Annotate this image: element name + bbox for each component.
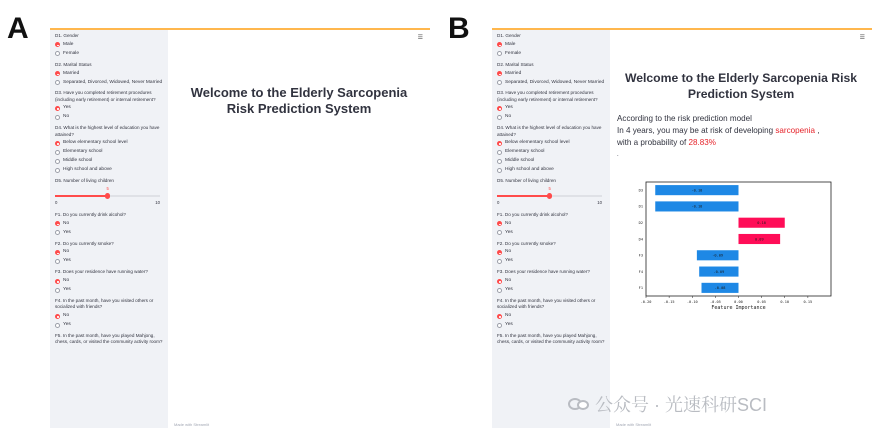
question-label: D1. Gender [497,33,521,38]
feature-importance-chart [626,178,846,318]
radio-option[interactable] [55,105,164,111]
radio-option[interactable] [497,80,606,86]
bar-label-F4: -0.09 [713,269,725,274]
question-label: F2. Do you currently smoke? [55,240,114,246]
question-label: F5. In the past month, have you played Mahjong, chess, cards, or visited the community activity room? [497,332,605,345]
radio-option-label: Middle school [505,158,535,164]
radio-button-icon[interactable] [497,288,502,293]
radio-option[interactable] [55,230,164,236]
main-area-a [168,30,430,428]
slider-fill [497,195,550,197]
radio-option[interactable] [497,287,606,293]
radio-option-label: No [63,313,70,319]
slider-fill [55,195,108,197]
radio-option[interactable] [55,80,164,86]
wechat-icon [568,396,590,413]
children-slider[interactable] [55,185,164,207]
radio-button-icon[interactable] [497,230,502,235]
result-prefix: In 4 years, you may be at risk of developing [617,126,776,135]
probability-prefix: with a probability of [617,138,689,147]
question-label: D1. Gender [55,33,79,38]
radio-option[interactable] [55,149,164,155]
slider-max: 10 [155,200,160,206]
slider-thumb[interactable] [105,193,111,199]
bar-label-D1: -0.18 [691,204,703,209]
radio-option-label: Elementary school [505,149,545,155]
question-label: D3. Have you completed retirement procedures (including early retirement) or internal retirement? [55,90,156,102]
radio-option-label: Below elementary school level [505,140,570,146]
radio-option[interactable] [55,313,164,319]
radio-button-icon[interactable] [55,279,60,284]
bar-label-D3: -0.18 [691,188,703,193]
question-label: F4. In the past month, have you visited others or socialized with friends? [497,298,596,310]
slider-value: 5 [548,186,551,192]
watermark [568,391,767,417]
footer-text[interactable]: Made with Streamlit [174,422,210,427]
radio-button-icon[interactable] [497,115,502,120]
category-label-F1: F1 [638,286,643,291]
category-label-D1: D1 [638,204,643,209]
radio-option-label: No [505,220,512,226]
welcome-title: Welcome to the Elderly Sarcopenia Risk Prediction System [190,85,408,116]
radio-option[interactable] [497,42,606,48]
sidebar-b [492,30,610,428]
radio-button-icon[interactable] [55,141,60,146]
result-suffix: , [814,126,820,135]
radio-option[interactable] [55,114,164,120]
radio-option-label: Yes [63,287,71,293]
result-line-2 [617,125,868,137]
question-label: D4. What is the highest level of education you have attained? [497,125,602,137]
radio-option-label: Yes [63,229,71,235]
x-axis-label: Feature Importance [711,305,766,311]
radio-button-icon[interactable] [55,221,60,226]
radio-button-icon[interactable] [497,80,502,85]
question-label: F5. In the past month, have you played Mahjong, chess, cards, or visited the community activity room? [55,332,163,345]
radio-button-icon[interactable] [55,42,60,47]
radio-button-icon[interactable] [55,71,60,76]
radio-option-label: No [505,249,512,255]
radio-option[interactable] [497,51,606,57]
radio-button-icon[interactable] [55,168,60,173]
category-label-F4: F4 [638,269,643,274]
hamburger-icon[interactable]: ☰ [417,35,423,41]
radio-button-icon[interactable] [55,230,60,235]
radio-option-label: No [505,313,512,319]
radio-button-icon[interactable] [55,115,60,120]
bar-label-F1: -0.08 [714,286,726,291]
panel-label-b: B [448,12,470,45]
radio-option-label: No [63,114,70,120]
radio-button-icon[interactable] [55,250,60,255]
radio-button-icon[interactable] [497,168,502,173]
sidebar-a [50,30,168,428]
panel-label-a: A [7,12,29,45]
radio-option-label: Male [505,41,516,47]
main-area-b [610,30,872,428]
slider-label: D5. Number of living children [497,178,556,184]
radio-button-icon[interactable] [497,159,502,164]
slider-min: 0 [497,200,500,206]
radio-option-label: No [505,278,512,284]
radio-option[interactable] [55,322,164,328]
radio-button-icon[interactable] [497,323,502,328]
probability-value: 28.83% [688,138,716,147]
radio-option-label: Yes [63,105,71,111]
radio-option-label: Female [505,50,521,56]
radio-option-label: Below elementary school level [63,140,128,146]
radio-button-icon[interactable] [497,150,502,155]
radio-button-icon[interactable] [497,279,502,284]
category-label-F3: F3 [638,253,643,258]
radio-option[interactable] [497,105,606,111]
slider-min: 0 [55,200,58,206]
welcome-title: Welcome to the Elderly Sarcopenia Risk Prediction System [624,71,858,101]
bar-label-F3: -0.09 [712,253,724,258]
watermark-text: 公众号 · 光速科研SCI [595,395,768,415]
radio-option[interactable] [55,221,164,227]
radio-button-icon[interactable] [55,51,60,56]
radio-option-label: Yes [63,322,71,328]
question-label: F4. In the past month, have you visited others or socialized with friends? [55,298,154,310]
radio-option[interactable] [55,140,164,146]
radio-option-label: Separated, Divorced, Widowed, Never Married [63,79,163,85]
app-window-b [492,28,872,428]
radio-option-label: Yes [505,258,513,264]
radio-option-label: Separated, Divorced, Widowed, Never Married [505,79,605,85]
question-label: D3. Have you completed retirement procedures (including early retirement) or internal retirement? [497,90,598,102]
bar-label-D2: 0.10 [757,221,766,226]
radio-option-label: No [63,249,70,255]
radio-button-icon[interactable] [497,314,502,319]
radio-option[interactable] [55,42,164,48]
radio-option-label: Yes [505,229,513,235]
footer-text[interactable]: Made with Streamlit [616,422,652,427]
radio-button-icon[interactable] [55,159,60,164]
slider-thumb[interactable] [547,193,553,199]
radio-option-label: Elementary school [63,149,103,155]
radio-button-icon[interactable] [497,51,502,56]
x-tick-label: -0.15 [663,300,675,304]
x-tick-label: -0.10 [686,300,698,304]
radio-option[interactable] [497,230,606,236]
radio-option[interactable] [497,278,606,284]
radio-option-label: No [63,220,70,226]
app-window-a [50,28,430,428]
separator-dot: . [617,152,619,158]
x-tick-label: -0.05 [709,300,721,304]
radio-option[interactable] [55,249,164,255]
radio-option-label: Yes [505,105,513,111]
radio-option[interactable] [55,258,164,264]
radio-option[interactable] [497,258,606,264]
radio-option-label: High school and above [505,167,554,173]
radio-option-label: No [505,114,512,120]
radio-option-label: Female [63,50,79,56]
radio-option-label: Married [63,70,80,76]
radio-button-icon[interactable] [497,71,502,76]
radio-option-label: High school and above [63,167,112,173]
x-tick-label: 0.15 [803,300,813,304]
x-tick-label: 0.00 [734,300,743,304]
radio-option[interactable] [497,149,606,155]
radio-option-label: Yes [505,287,513,293]
radio-option-label: Married [505,70,522,76]
radio-option[interactable] [55,287,164,293]
slider-track[interactable] [497,195,602,197]
category-label-D3: D3 [638,188,643,193]
radio-option-label: Middle school [63,158,93,164]
radio-button-icon[interactable] [497,221,502,226]
question-label: F3. Does your residence have running water? [497,269,590,275]
radio-option[interactable] [497,221,606,227]
radio-option[interactable] [497,140,606,146]
radio-option[interactable] [55,51,164,57]
radio-button-icon[interactable] [497,42,502,47]
radio-option[interactable] [55,71,164,77]
radio-button-icon[interactable] [55,106,60,111]
radio-button-icon[interactable] [55,323,60,328]
x-tick-label: 0.10 [780,300,790,304]
x-tick-label: -0.20 [640,300,652,304]
radio-button-icon[interactable] [55,150,60,155]
radio-button-icon[interactable] [497,141,502,146]
radio-button-icon[interactable] [497,250,502,255]
question-label: F2. Do you currently smoke? [497,240,556,246]
radio-option[interactable] [497,249,606,255]
category-label-D4: D4 [638,237,643,242]
radio-option-label: Male [63,41,74,47]
result-line-1: According to the risk prediction model [617,114,752,123]
question-label: F3. Does your residence have running water? [55,269,148,275]
radio-button-icon[interactable] [55,80,60,85]
prediction-result [617,113,868,149]
category-label-D2: D2 [638,221,643,226]
result-line-3 [617,137,868,149]
radio-option[interactable] [497,167,606,173]
hamburger-icon[interactable]: ☰ [859,35,865,41]
slider-label: D5. Number of living children [55,178,114,184]
question-label: D2. Marital Status [497,61,534,67]
radio-button-icon[interactable] [55,259,60,264]
question-label: F1. Do you currently drink alcohol? [55,211,126,217]
disease-name: sarcopenia [775,126,815,135]
radio-option-label: Yes [63,258,71,264]
radio-option-label: No [63,278,70,284]
question-label: D2. Marital Status [55,61,92,67]
radio-button-icon[interactable] [55,288,60,293]
question-label: F1. Do you currently drink alcohol? [497,211,568,217]
radio-button-icon[interactable] [497,106,502,111]
question-label: D4. What is the highest level of education you have attained? [55,125,160,137]
slider-max: 10 [597,200,602,206]
bar-label-D4: 0.09 [754,237,764,242]
radio-option[interactable] [55,278,164,284]
x-tick-label: 0.05 [757,300,766,304]
radio-button-icon[interactable] [55,314,60,319]
radio-option[interactable] [497,322,606,328]
radio-option[interactable] [55,158,164,164]
radio-option-label: Yes [505,322,513,328]
radio-option[interactable] [55,167,164,173]
radio-option[interactable] [497,158,606,164]
children-slider[interactable] [497,185,606,207]
radio-option[interactable] [497,71,606,77]
radio-option[interactable] [497,114,606,120]
radio-button-icon[interactable] [497,259,502,264]
slider-value: 5 [106,186,109,192]
slider-track[interactable] [55,195,160,197]
radio-option[interactable] [497,313,606,319]
